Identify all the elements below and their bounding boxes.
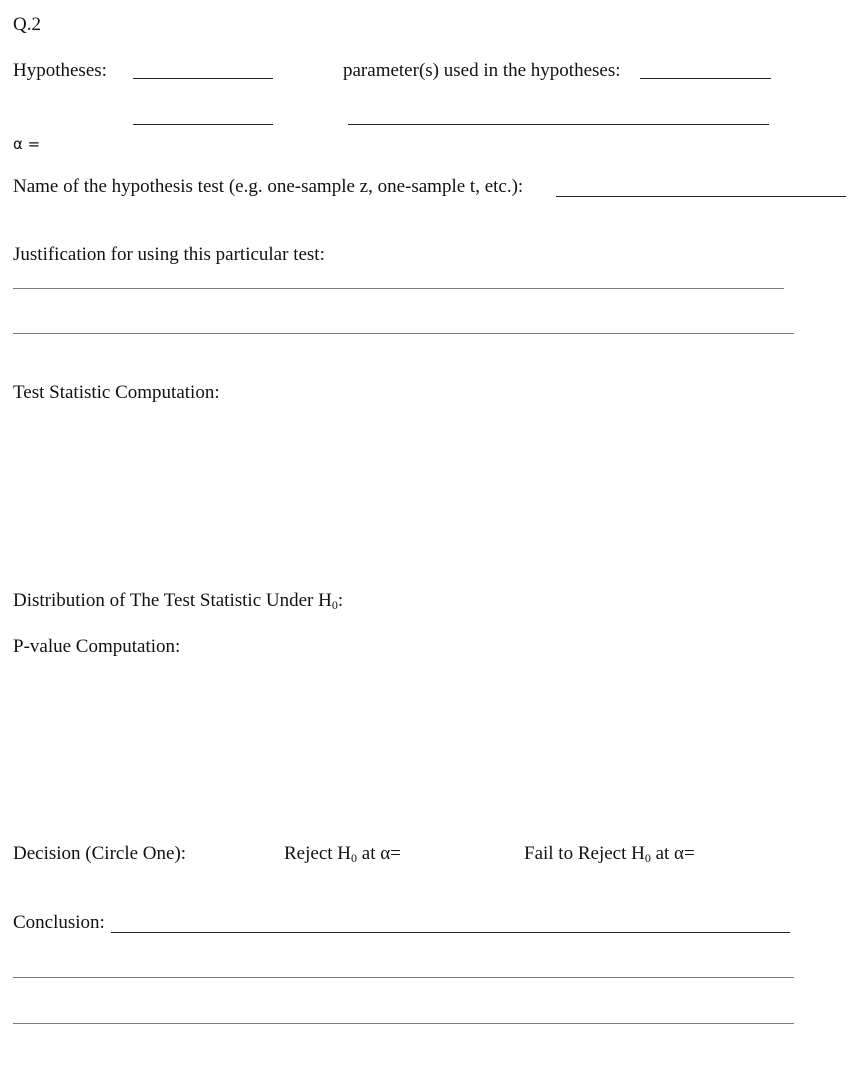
conclusion-blank-1[interactable] [111,932,790,933]
hypothesis-alt-blank[interactable] [133,124,273,125]
parameter-blank[interactable] [640,78,771,79]
conclusion-blank-2[interactable] [13,977,794,978]
justification-blank-1[interactable] [13,288,784,289]
decision-label: Decision (Circle One): [13,843,187,864]
test-statistic-label: Test Statistic Computation: [13,382,220,403]
test-name-label: Name of the hypothesis test (e.g. one-sample z, one-sample t, etc.): [13,176,524,197]
hypothesis-null-blank[interactable] [133,78,273,79]
parameter-blank-2[interactable] [348,124,769,125]
test-name-blank[interactable] [556,196,846,197]
parameter-label: parameter(s) used in the hypotheses: [343,60,621,81]
alpha-label: α = [13,135,41,153]
question-number: Q.2 [13,14,41,35]
conclusion-blank-3[interactable] [13,1023,794,1024]
p-value-label: P-value Computation: [13,636,181,657]
justification-label: Justification for using this particular test: [13,244,325,265]
reject-option[interactable]: Reject $H_0$ at α= [284,843,401,865]
fail-to-reject-option[interactable]: Fail to Reject $H_0$ at α= [524,843,695,865]
conclusion-label: Conclusion: [13,912,105,933]
distribution-label: Distribution of The Test Statistic Under $H_0$: [13,590,344,612]
hypotheses-label: Hypotheses: [13,60,107,81]
justification-blank-2[interactable] [13,333,794,334]
